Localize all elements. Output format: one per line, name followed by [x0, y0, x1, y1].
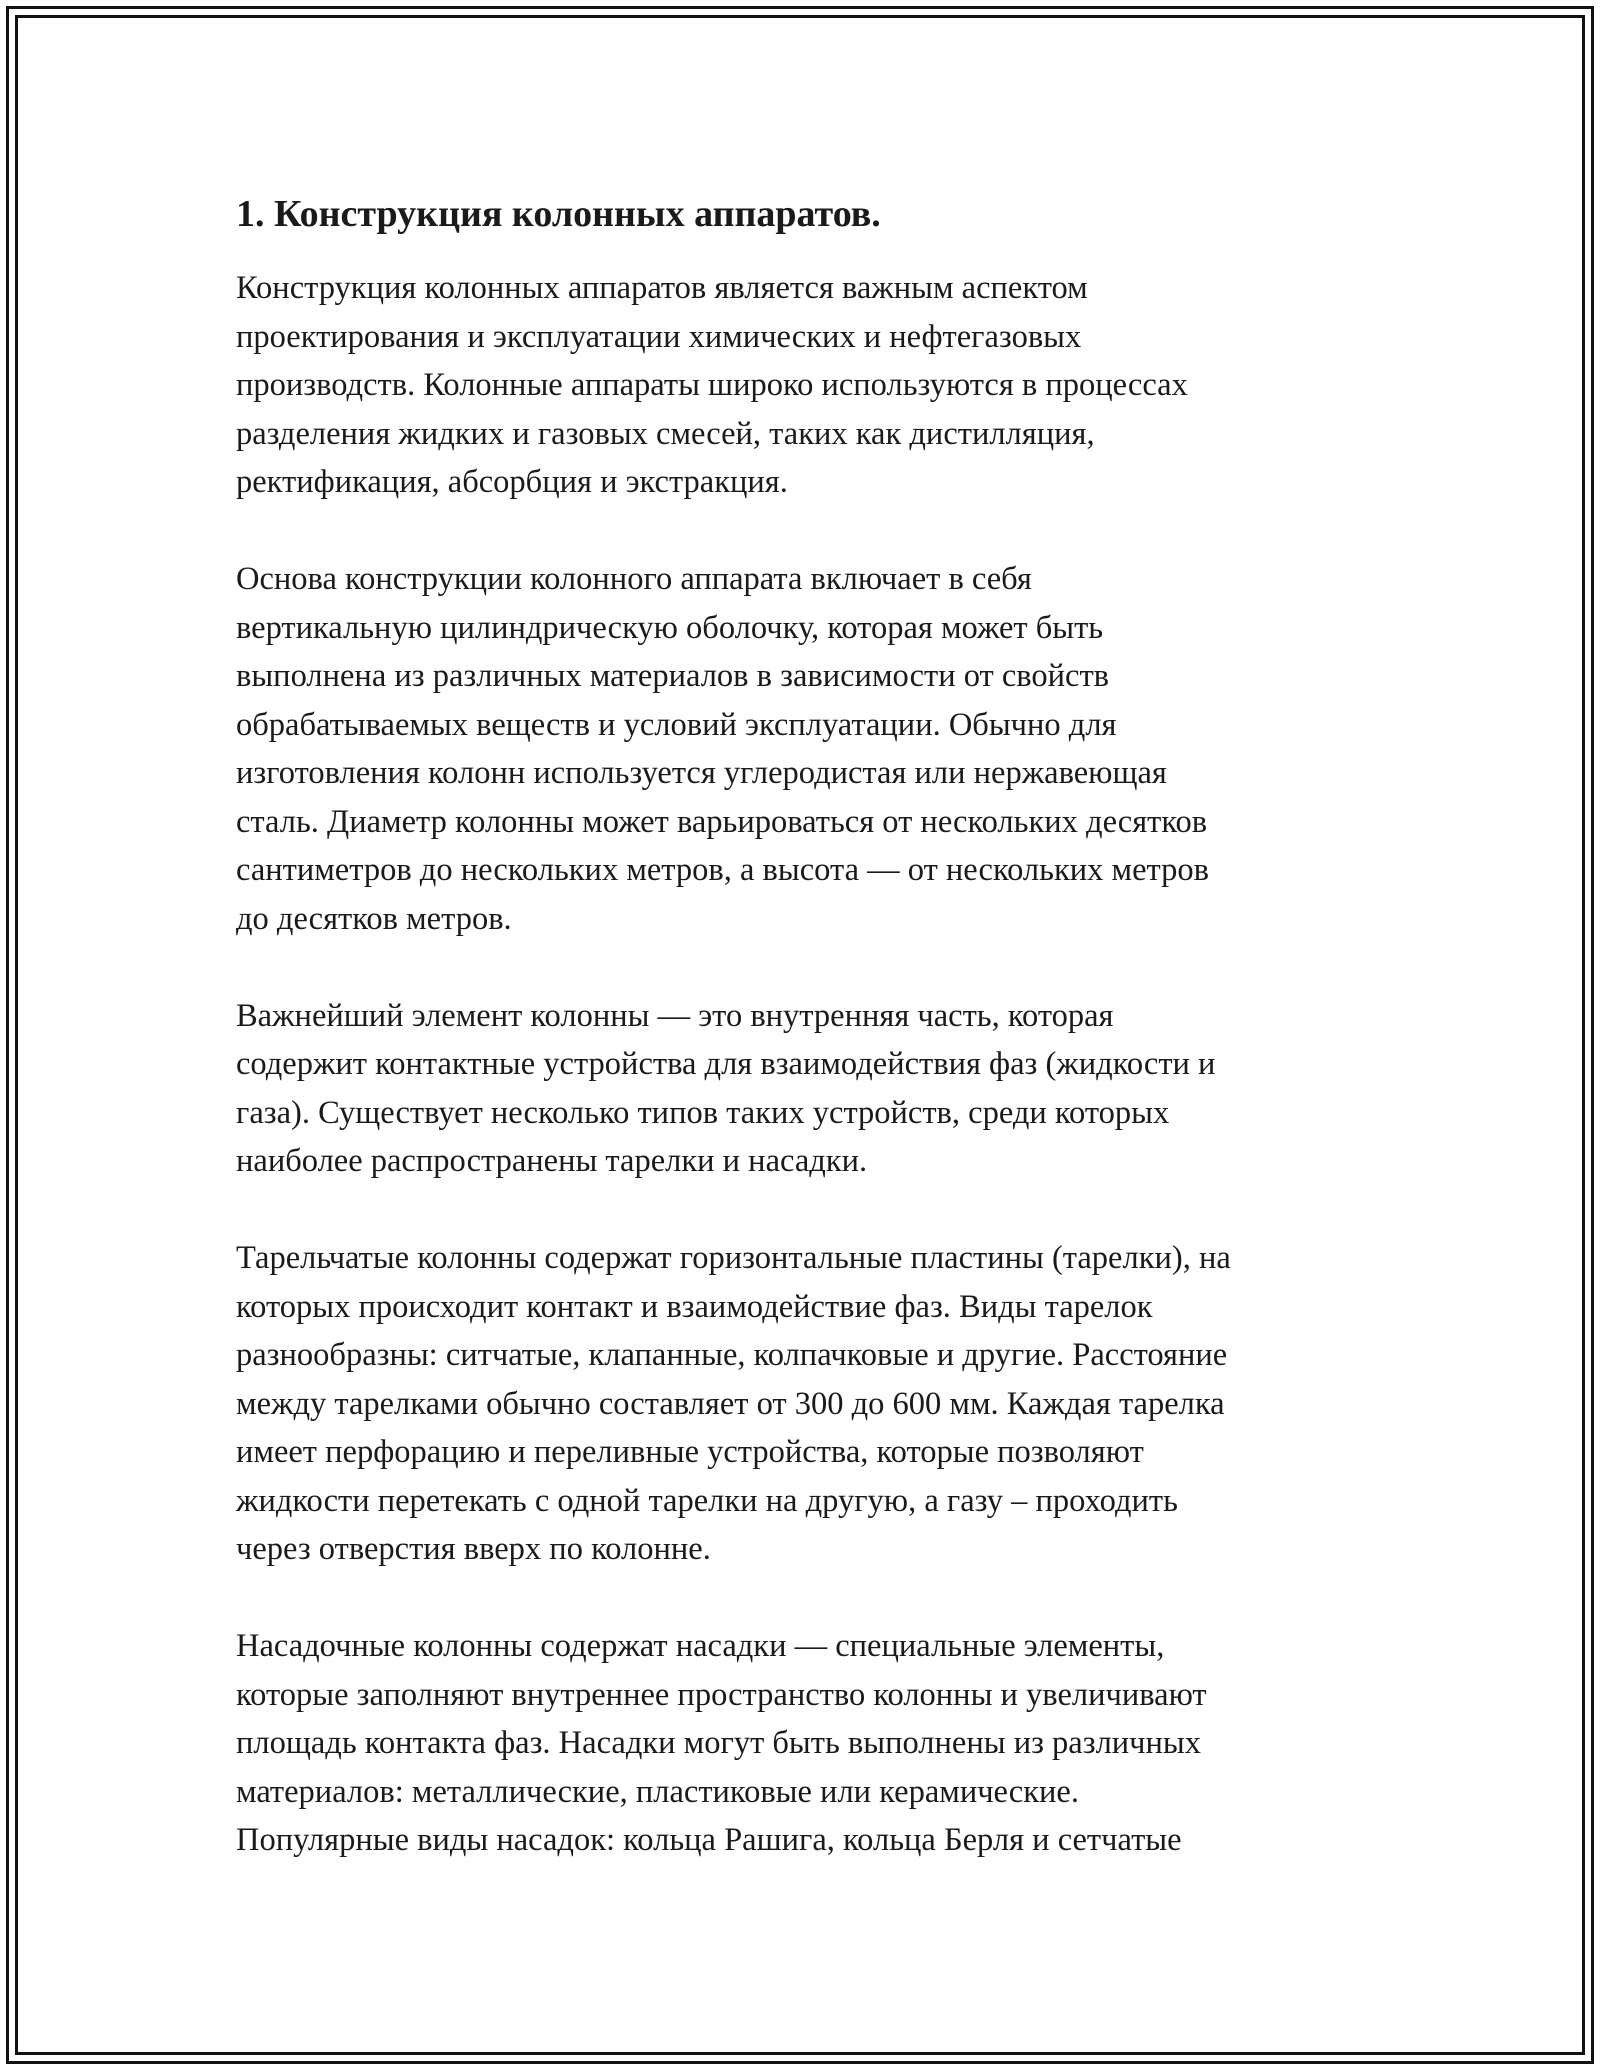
text-line: наиболее распространены тарелки и насадки. — [236, 1143, 868, 1179]
text-line: ректификация, абсорбция и экстракция. — [236, 464, 788, 500]
section-heading: 1. Конструкция колонных аппаратов. — [236, 193, 881, 235]
text-line: Тарельчатые колонны содержат горизонтальные пластины (тарелки), на — [236, 1240, 1231, 1276]
text-line: материалов: металлические, пластиковые или керамические. — [236, 1773, 1079, 1810]
text-line: разнообразны: ситчатые, клапанные, колпачковые и другие. Расстояние — [236, 1337, 1228, 1373]
text-line: Конструкция колонных аппаратов является важным аспектом — [236, 270, 1088, 306]
text-line: Основа конструкции колонного аппарата включает в себя — [236, 561, 1032, 597]
text-line: которых происходит контакт и взаимодействие фаз. Виды тарелок — [236, 1288, 1153, 1325]
text-line: жидкости перетекать с одной тарелки на другую, а газу – проходить — [236, 1482, 1178, 1519]
text-line: производств. Колонные аппараты широко используются в процессах — [236, 367, 1188, 403]
paragraph-tray-columns — [236, 1234, 1381, 1574]
text-line: содержит контактные устройства для взаимодействия фаз (жидкости и — [236, 1046, 1216, 1082]
document-page — [236, 190, 1381, 1913]
paragraph-packed-columns — [236, 1622, 1381, 1865]
text-line: вертикальную цилиндрическую оболочку, которая может быть — [236, 609, 1104, 646]
text-line: газа). Существует несколько типов таких устройств, среди которых — [236, 1094, 1170, 1131]
text-line: сантиметров до нескольких метров, а высота — от нескольких метров — [236, 852, 1209, 888]
text-line: выполнена из различных материалов в зависимости от свойств — [236, 658, 1110, 694]
text-line: Важнейший элемент колонны — это внутренняя часть, которая — [236, 997, 1114, 1034]
paragraph-shell — [236, 555, 1381, 943]
text-line: которые заполняют внутреннее пространство колонны и увеличивают — [236, 1676, 1207, 1713]
paragraph-intro — [236, 264, 1381, 507]
text-line: проектирования и эксплуатации химических и нефтегазовых — [236, 318, 1082, 355]
text-line: площадь контакта фаз. Насадки могут быть выполнены из различных — [236, 1725, 1202, 1761]
text-line: разделения жидких и газовых смесей, таких как дистилляция, — [236, 415, 1095, 452]
text-line: имеет перфорацию и переливные устройства, которые позволяют — [236, 1434, 1144, 1470]
text-line: Популярные виды насадок: кольца Рашига, кольца Берля и сетчатые — [236, 1822, 1182, 1858]
text-line: через отверстия вверх по колонне. — [236, 1531, 711, 1567]
text-line: между тарелками обычно составляет от 300 до 600 мм. Каждая тарелка — [236, 1385, 1225, 1422]
paragraph-internals — [236, 992, 1381, 1186]
text-line: изготовления колонн используется углеродистая или нержавеющая — [236, 755, 1167, 791]
text-line: обрабатываемых веществ и условий эксплуатации. Обычно для — [236, 706, 1117, 743]
text-line: сталь. Диаметр колонны может варьироваться от нескольких десятков — [236, 803, 1208, 840]
text-line: до десятков метров. — [236, 900, 512, 937]
text-line: Насадочные колонны содержат насадки — специальные элементы, — [236, 1628, 1165, 1664]
